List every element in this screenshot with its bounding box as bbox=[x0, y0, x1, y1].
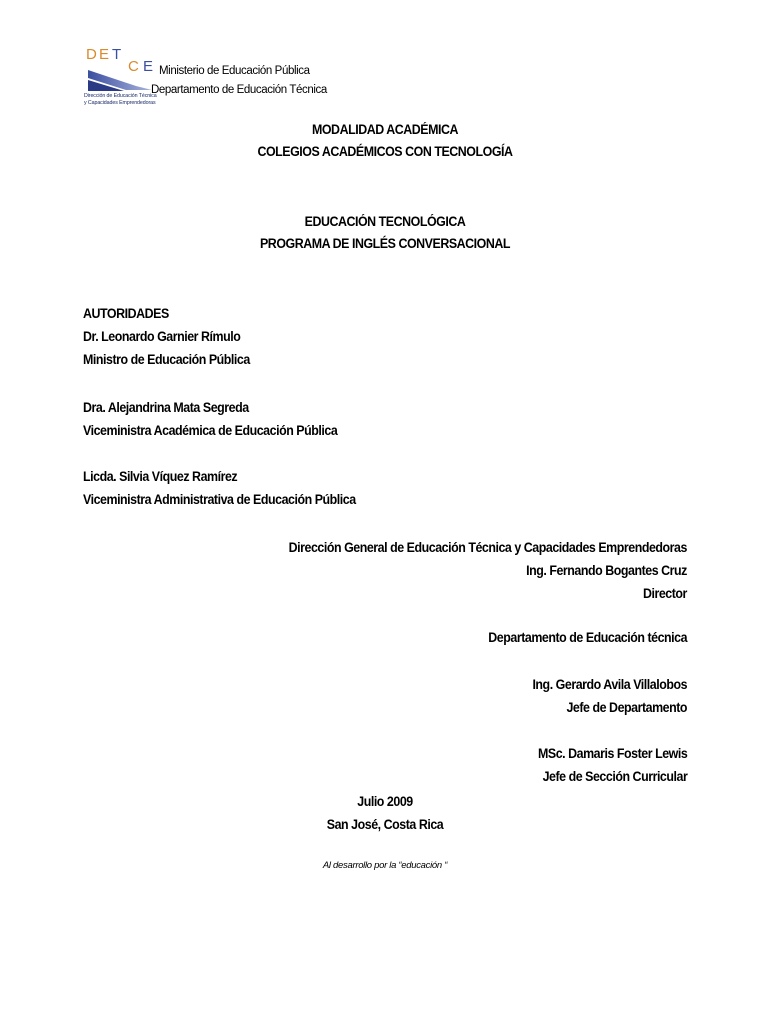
date-place-block bbox=[31, 790, 739, 836]
vice-academic-title: Viceministra Académica de Educación Pública bbox=[83, 423, 338, 438]
program-line-1: EDUCACIÓN TECNOLÓGICA bbox=[304, 214, 466, 229]
logo-letter-t: T bbox=[112, 46, 123, 63]
detce-logo bbox=[82, 46, 162, 112]
title-block bbox=[31, 119, 739, 163]
date: Julio 2009 bbox=[357, 794, 413, 809]
dept-head-title: Jefe de Departamento bbox=[566, 700, 687, 715]
ministry-header bbox=[151, 62, 327, 100]
direction-block bbox=[289, 536, 687, 605]
title-line-1: MODALIDAD ACADÉMICA bbox=[311, 122, 459, 137]
director-title: Director bbox=[643, 586, 687, 601]
logo-letter-d: D bbox=[86, 46, 98, 63]
logo-letter-e2: E bbox=[143, 58, 155, 75]
place: San José, Costa Rica bbox=[326, 817, 444, 832]
department-label: Departamento de Educación técnica bbox=[488, 630, 687, 645]
logo-caption-line2: y Capacidades Emprendedoras bbox=[84, 99, 156, 106]
vice-admin-title: Viceministra Administrativa de Educación Pública bbox=[83, 492, 356, 507]
minister-name: Dr. Leonardo Garnier Rímulo bbox=[83, 329, 241, 344]
authorities-vice-academic bbox=[83, 396, 337, 442]
section-head-block bbox=[538, 742, 687, 788]
logo-letter-e: E bbox=[99, 46, 111, 63]
authorities-minister bbox=[83, 302, 250, 371]
ministry-name: Ministerio de Educación Pública bbox=[159, 65, 310, 77]
vice-admin-name: Licda. Silvia Víquez Ramírez bbox=[83, 469, 238, 484]
department-name: Departamento de Educación Técnica bbox=[151, 84, 327, 96]
minister-title: Ministro de Educación Pública bbox=[83, 352, 250, 367]
authorities-heading: AUTORIDADES bbox=[83, 306, 169, 321]
vice-academic-name: Dra. Alejandrina Mata Segreda bbox=[83, 400, 249, 415]
motto: Al desarrollo por la “educación “ bbox=[322, 860, 448, 871]
department-block bbox=[488, 626, 687, 649]
logo-letter-c: C bbox=[128, 58, 140, 75]
logo-caption-line1: Dirección de Educación Técnica bbox=[84, 93, 157, 99]
section-head-name: MSc. Damaris Foster Lewis bbox=[537, 746, 687, 761]
direction-office: Dirección General de Educación Técnica y Capacidades Emprendedoras bbox=[288, 540, 687, 555]
section-head-title: Jefe de Sección Curricular bbox=[542, 769, 687, 784]
dept-head-block bbox=[532, 673, 687, 719]
dept-head-name: Ing. Gerardo Avila Villalobos bbox=[532, 677, 687, 692]
director-name: Ing. Fernando Bogantes Cruz bbox=[526, 563, 687, 578]
title-line-2: COLEGIOS ACADÉMICOS CON TECNOLOGÍA bbox=[257, 144, 513, 159]
logo-caption bbox=[84, 93, 157, 106]
program-line-2: PROGRAMA DE INGLÉS CONVERSACIONAL bbox=[259, 236, 511, 251]
program-block bbox=[31, 211, 739, 255]
authorities-vice-admin bbox=[83, 465, 356, 511]
